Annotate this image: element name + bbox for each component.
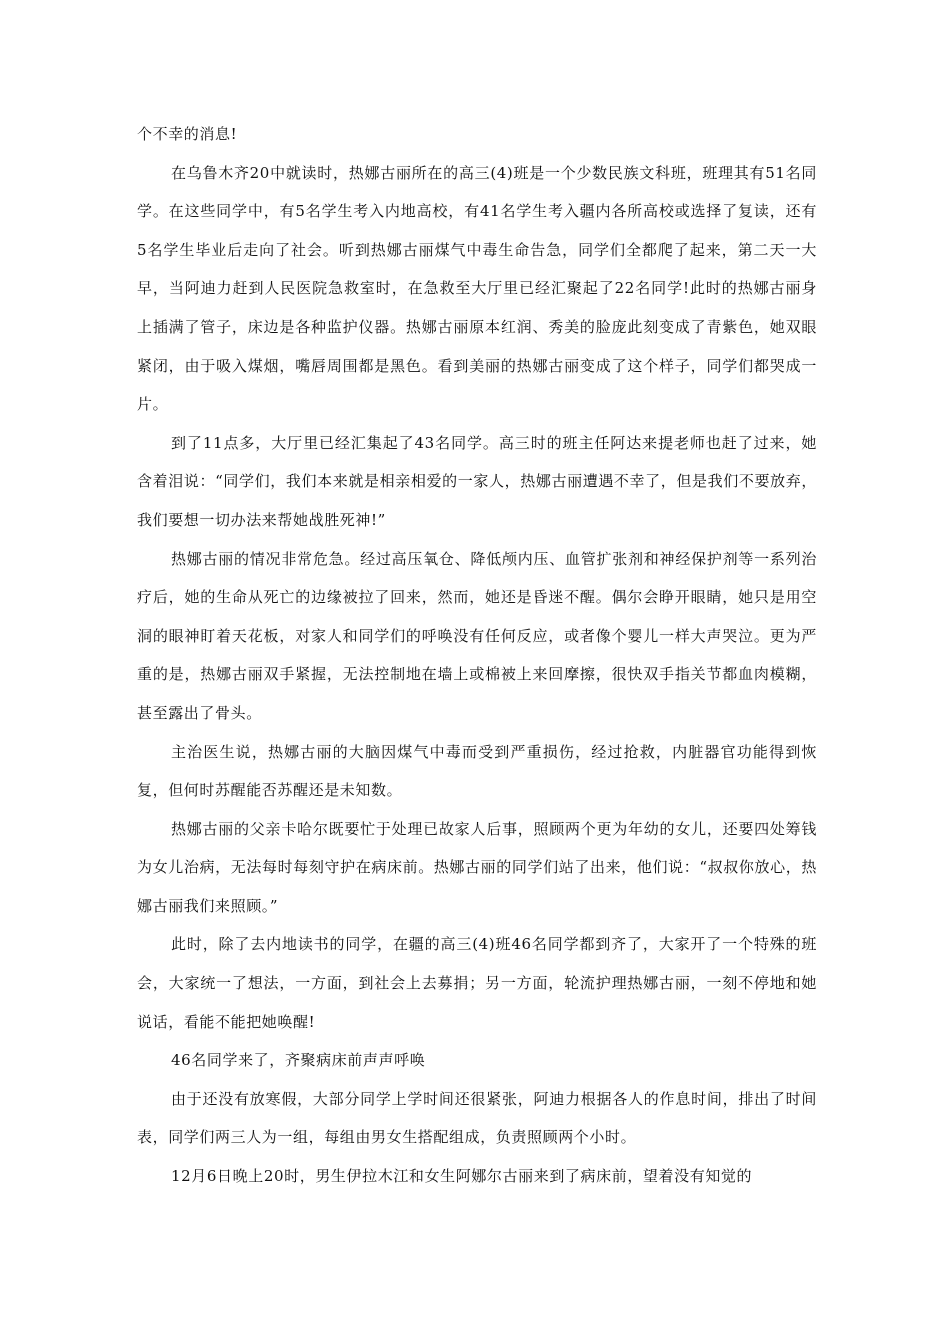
paragraph-8: 由于还没有放寒假，大部分同学上学时间还很紧张，阿迪力根据各人的作息时间，排出了时间表，同学们两三人为一组，每组由男女生搭配组成，负责照顾两个小时。 bbox=[137, 1089, 817, 1147]
paragraph-4: 热娜古丽的情况非常危急。经过高压氧仓、降低颅内压、血管扩张剂和神经保护剂等一系列治疗后，她的生命从死亡的边缘被拉了回来，然而，她还是昏迷不醒。偶尔会睁开眼睛，她只是用空洞的眼神盯着天花板，对家人和同学们的呼唤没有任何反应，或者像个婴儿一样大声哭泣。更为严重的是，热娜古丽双手紧握，无法控制地在墙上或棉被上来回摩擦，很快双手指关节都血肉模糊，甚至露出了骨头。 bbox=[137, 549, 817, 722]
paragraph-9: 12月6日晚上20时，男生伊拉木江和女生阿娜尔古丽来到了病床前，望着没有知觉的 bbox=[171, 1167, 753, 1186]
paragraph-7: 此时，除了去内地读书的同学，在疆的高三(4)班46名同学都到齐了，大家开了一个特殊的班会，大家统一了想法，一方面，到社会上去募捐；另一方面，轮流护理热娜古丽，一刻不停地和她说话，看能不能把她唤醒! bbox=[137, 935, 817, 1031]
paragraph-6: 热娜古丽的父亲卡哈尔既要忙于处理已故家人后事，照顾两个更为年幼的女儿，还要四处筹钱为女儿治病，无法每时每刻守护在病床前。热娜古丽的同学们站了出来，他们说：“叔叔你放心，热娜古丽我们来照顾。” bbox=[137, 819, 817, 915]
document-body bbox=[137, 115, 817, 1196]
section-heading: 46名同学来了，齐聚病床前声声呼唤 bbox=[171, 1051, 426, 1070]
paragraph-5: 主治医生说，热娜古丽的大脑因煤气中毒而受到严重损伤，经过抢救，内脏器官功能得到恢复，但何时苏醒能否苏醒还是未知数。 bbox=[137, 742, 817, 800]
paragraph-1: 个不幸的消息! bbox=[137, 125, 238, 143]
paragraph-3: 到了11点多，大厅里已经汇集起了43名同学。高三时的班主任阿达来提老师也赶了过来，她含着泪说：“同学们，我们本来就是相亲相爱的一家人，热娜古丽遭遇不幸了，但是我们不要放弃，我们要想一切办法来帮她战胜死神!” bbox=[137, 433, 817, 529]
paragraph-2: 在乌鲁木齐20中就读时，热娜古丽所在的高三(4)班是一个少数民族文科班，班理其有51名同学。在这些同学中，有5名学生考入内地高校，有41名学生考入疆内各所高校或选择了复读，还有5名学生毕业后走向了社会。听到热娜古丽煤气中毒生命告急，同学们全都爬了起来，第二天一大早，当阿迪力赶到人民医院急救室时，在急救至大厅里已经汇聚起了22名同学!此时的热娜古丽身上插满了管子，床边是各种监护仪器。热娜古丽原本红润、秀美的脸庞此刻变成了青紫色，她双眼紧闭，由于吸入煤烟，嘴唇周围都是黑色。看到美丽的热娜古丽变成了这个样子，同学们都哭成一片。 bbox=[137, 163, 817, 414]
